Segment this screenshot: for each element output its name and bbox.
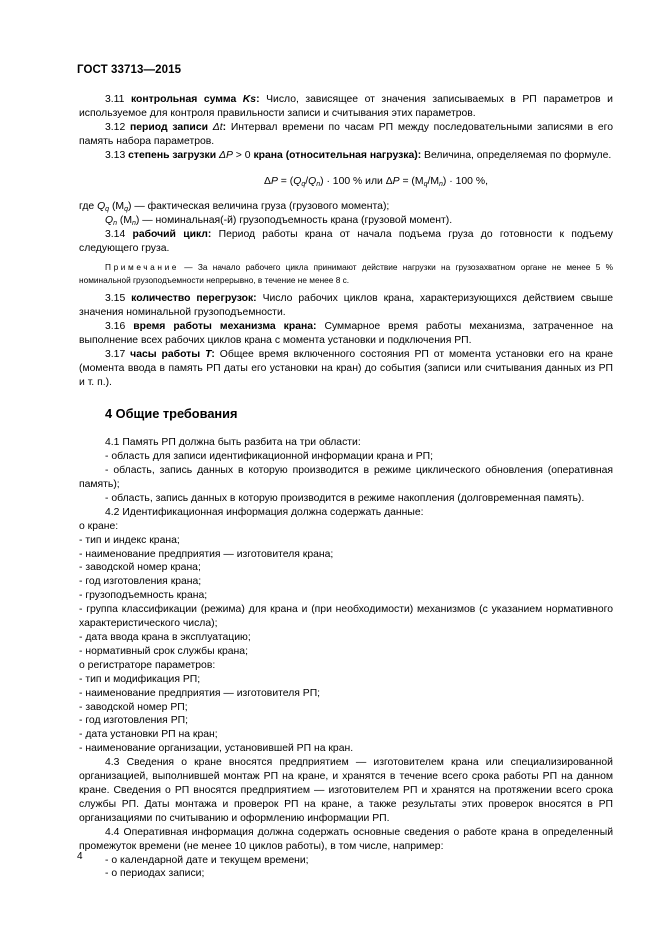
definition-3-16: 3.16 время работы механизма крана: Суммарное время работы механизма, затраченное на выполнение всех рабочих циклов крана с момента установки и подключения РП. — [79, 320, 613, 346]
list-item: - дата ввода крана в эксплуатацию; — [79, 632, 251, 643]
formula: $\Delta P = (Q_q/Q_n) \cdot 100$ % или $\Delta P = (M_q/M_n) \cdot 100$ %, — [264, 175, 488, 188]
list-item: - тип и модификация РП; — [79, 673, 201, 685]
formula-where-1: где $Q_q$ $(M_q)$ — фактическая величина груза (грузового момента); — [79, 201, 390, 214]
list-item: - заводской номер РП; — [79, 701, 188, 713]
page-number: 4 — [77, 851, 83, 862]
list-item: - о календарной дате и текущем времени; — [105, 854, 309, 866]
list-item: - год изготовления крана; — [79, 576, 202, 588]
paragraph-4-2: 4.2 Идентификационная информация должна содержать данные: — [105, 506, 424, 518]
definition-3-13: 3.13 степень загрузки ΔP > 0 крана (относительная нагрузка): Величина, определяемая по формуле. — [105, 149, 612, 161]
rp-list-header: о регистраторе параметров: — [79, 659, 216, 671]
list-item: - наименование предприятия — изготовителя РП; — [79, 687, 321, 699]
list-item: - наименование организации, установившей РП на кран. — [79, 743, 354, 755]
list-item: - область, запись данных в которую производится в режиме циклического обновления (оперативная память); — [79, 465, 613, 491]
page-content — [79, 93, 613, 881]
list-item: - заводской номер крана; — [79, 562, 201, 574]
crane-list-header: о кране: — [79, 520, 119, 532]
paragraph-4-1: 4.1 Память РП должна быть разбита на три области: — [105, 437, 361, 449]
list-item: - дата установки РП на кран; — [79, 729, 218, 741]
definition-3-12: 3.12 период записи Δt: Интервал времени по часам РП между последовательными записями в его память набора параметров. — [79, 121, 613, 147]
definition-3-11: 3.11 контрольная сумма Ks: Число, зависящее от значения записываемых в РП параметров и используемое для контроля правильности записи и считывания этих параметров. — [79, 94, 613, 119]
list-item: - о периодах записи; — [105, 868, 205, 880]
list-item: - область, запись данных в которую производится в режиме накопления (долговременная память). — [105, 492, 585, 504]
list-item: - грузоподъемность крана; — [79, 590, 208, 602]
list-item: - наименование предприятия — изготовителя крана; — [79, 548, 334, 560]
paragraph-4-3: 4.3 Сведения о кране вносятся предприятием — изготовителем крана или специализированной организацией, выполнившей монтаж РП на кране, и хранятся в течение всего срока работы РП на данном кране. Сведения о РП вносятся предприятием — изготовителем РП и хранятся на протяжении всего срока службы РП. Даты монтажа и проверок РП на кране, а также результаты этих проверок вносятся в РП организациями по считыванию и оформлению информации РП. — [79, 757, 613, 824]
document-header: ГОСТ 33713—2015 — [77, 64, 182, 76]
note: Примечание — За начало рабочего цикла принимают действие нагрузки на грузозахватном органе не менее 5 % номинальной грузоподъемности непрерывно, в течение не менее 8 с. — [79, 262, 613, 286]
list-item: - нормативный срок службы крана; — [79, 645, 248, 657]
list-item: - тип и индекс крана; — [79, 534, 180, 546]
list-item: - группа классификации (режима) для крана и (при необходимости) механизмов (с указанием нормативного характеристического числа); — [79, 604, 613, 630]
definition-3-17: 3.17 часы работы T: Общее время включенного состояния РП от момента установки его на кране (момента ввода в память РП даты его установки на кран) до события (записи или считывания данных из РП и т. п.). — [79, 348, 613, 388]
list-item: - год изготовления РП; — [79, 715, 188, 727]
list-item: - область для записи идентификационной информации крана и РП; — [105, 451, 434, 463]
definition-3-15: 3.15 количество перегрузок: Число рабочих циклов крана, характеризующихся действием свыше значения номинальной грузоподъемности. — [79, 293, 613, 318]
formula-where-2: $Q_n$ $(M_n)$ — номинальная(-й) грузоподъемность крана (грузовой момент). — [105, 215, 453, 228]
definition-3-14: 3.14 рабочий цикл: Период работы крана от начала подъема груза до готовности к подъему следующего груза. — [79, 229, 613, 255]
paragraph-4-4: 4.4 Оперативная информация должна содержать основные сведения о работе крана в определенный промежуток времени (не менее 10 циклов работы), в том числе, например: — [79, 826, 613, 852]
section-heading-4: 4 Общие требования — [105, 406, 238, 422]
